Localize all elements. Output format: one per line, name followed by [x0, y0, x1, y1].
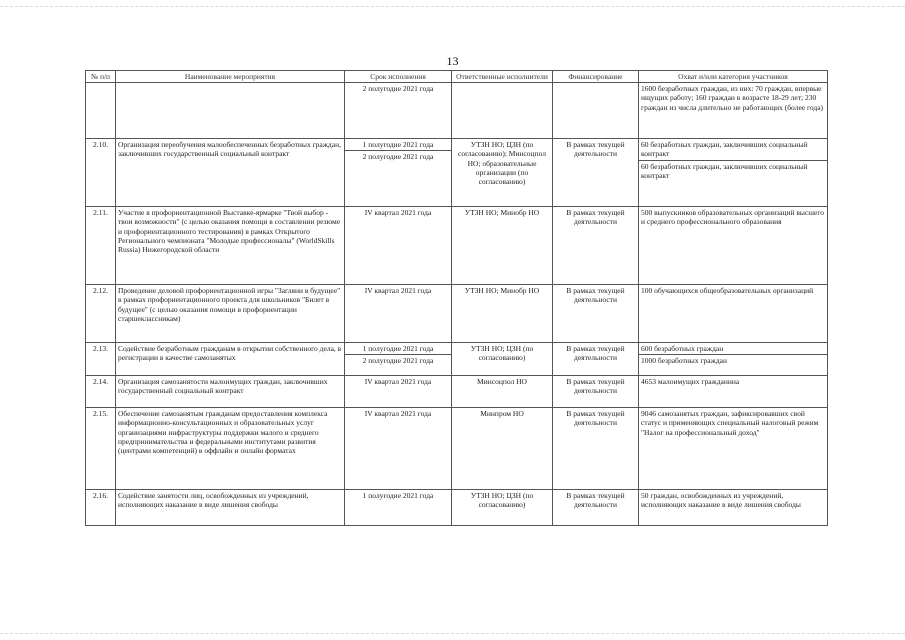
table-row: [86, 376, 828, 408]
table-header-row: [86, 71, 828, 83]
row-coverage: 500 выпускников образовательных организаций высшего и среднего профессионального образования: [639, 207, 828, 285]
header-term: Срок исполнения: [345, 71, 452, 83]
term-second: 2 полугодие 2021 года: [345, 354, 451, 366]
coverage-second: 1000 безработных граждан: [639, 354, 827, 366]
table-row: [86, 83, 828, 139]
row-coverage: [639, 139, 828, 207]
action-plan-table: [85, 70, 828, 526]
row-name: Организация переобучения малообеспеченных безработных граждан, заключивших государственный социальный контракт: [116, 139, 345, 207]
coverage-first: 60 безработных граждан, заключивших социальный контракт: [641, 140, 808, 159]
row-name: Участие в профориентационной Выставке-ярмарке "Твой выбор - твои возможности" (с целью оказания помощи в составлении резюме и профориентационного тестирования) в рамках Открытого Регионального чемпионата "Молодые профессионалы" (WorldSkills Russia) Нижегородской области: [116, 207, 345, 285]
header-responsible: Ответственные исполнители: [452, 71, 553, 83]
row-responsible: Минсоцпол НО: [452, 376, 553, 408]
row-term: 2 полугодие 2021 года: [345, 83, 452, 139]
table-row: [86, 408, 828, 490]
row-num: [86, 83, 116, 139]
row-coverage: 50 граждан, освобожденных из учреждений, исполняющих наказание в виде лишения свободы: [639, 490, 828, 526]
table-row: [86, 139, 828, 207]
row-num: 2.12.: [86, 285, 116, 343]
header-financing: Финансирование: [553, 71, 639, 83]
row-coverage: 100 обучающихся общеобразовательных организаций: [639, 285, 828, 343]
row-name: Содействие безработным гражданам в открытии собственного дела, в регистрации в качестве самозанятых: [116, 343, 345, 376]
row-num: 2.16.: [86, 490, 116, 526]
term-second: 2 полугодие 2021 года: [345, 150, 451, 162]
table-row: [86, 490, 828, 526]
row-num: 2.10.: [86, 139, 116, 207]
page-edge-top: [0, 6, 905, 7]
coverage-second: 60 безработных граждан, заключивших социальный контракт: [639, 160, 827, 181]
row-name: [116, 83, 345, 139]
coverage-first: 600 безработных граждан: [641, 344, 724, 354]
table-row: [86, 343, 828, 376]
row-responsible: УТЗН НО; ЦЗН (по согласованию): [452, 343, 553, 376]
row-term: IV квартал 2021 года: [345, 285, 452, 343]
row-financing: [553, 83, 639, 139]
row-term: IV квартал 2021 года: [345, 408, 452, 490]
row-term: [345, 139, 452, 207]
row-num: 2.11.: [86, 207, 116, 285]
header-num: № п/п: [86, 71, 116, 83]
header-name: Наименование мероприятия: [116, 71, 345, 83]
row-responsible: УТЗН НО; Минобр НО: [452, 207, 553, 285]
row-coverage: 1600 безработных граждан, из них: 70 граждан, впервые ищущих работу; 160 граждан в возрасте 18-29 лет; 230 граждан из числа длительно не работающих (более года): [639, 83, 828, 139]
row-num: 2.15.: [86, 408, 116, 490]
row-name: Проведение деловой профориентационной игры "Загляни в будущее" в рамках профориентационного проекта для школьников "Билет в будущее" (с целью оказания помощи в профориентации старшеклассникам): [116, 285, 345, 343]
row-term: 1 полугодие 2021 года: [345, 490, 452, 526]
row-responsible: УТЗН НО; Минобр НО: [452, 285, 553, 343]
row-coverage: 9046 самозанятых граждан, зафиксировавших свой статус и применяющих специальный налоговый режим "Налог на профессиональный доход": [639, 408, 828, 490]
term-first: 1 полугодие 2021 года: [362, 344, 434, 354]
row-responsible: [452, 83, 553, 139]
row-num: 2.14.: [86, 376, 116, 408]
row-financing: В рамках текущей деятельности: [553, 408, 639, 490]
row-responsible: УТЗН НО; ЦЗН (по согласованию): [452, 490, 553, 526]
row-financing: В рамках текущей деятельности: [553, 343, 639, 376]
row-name: Содействие занятости лиц, освобожденных из учреждений, исполняющих наказание в виде лишения свободы: [116, 490, 345, 526]
table-row: [86, 285, 828, 343]
row-financing: В рамках текущей деятельности: [553, 376, 639, 408]
row-coverage: 4653 малоимущих гражданина: [639, 376, 828, 408]
row-financing: В рамках текущей деятельности: [553, 490, 639, 526]
term-first: 1 полугодие 2021 года: [362, 140, 434, 150]
row-financing: В рамках текущей деятельности: [553, 207, 639, 285]
page-edge-bottom: [0, 633, 905, 634]
row-financing: В рамках текущей деятельности: [553, 285, 639, 343]
row-name: Обеспечение самозанятым гражданам предоставления комплекса информационно-консультационных и образовательных услуг организациями инфраструктуры поддержки малого и среднего предпринимательства и федеральными институтами развития (центрами компетенций) в оффлайн и онлайн форматах: [116, 408, 345, 490]
row-financing: В рамках текущей деятельности: [553, 139, 639, 207]
row-term: [345, 343, 452, 376]
table-row: [86, 207, 828, 285]
row-responsible: УТЗН НО; ЦЗН (по согласованию); Минсоцпол НО; образовательные организации (по согласованию): [452, 139, 553, 207]
row-name: Организация самозанятости малоимущих граждан, заключивших государственный социальный контракт: [116, 376, 345, 408]
page-number: 13: [446, 54, 459, 68]
row-num: 2.13.: [86, 343, 116, 376]
row-term: IV квартал 2021 года: [345, 207, 452, 285]
row-term: IV квартал 2021 года: [345, 376, 452, 408]
header-coverage: Охват и/или категория участников: [639, 71, 828, 83]
row-responsible: Минпром НО: [452, 408, 553, 490]
row-coverage: [639, 343, 828, 376]
